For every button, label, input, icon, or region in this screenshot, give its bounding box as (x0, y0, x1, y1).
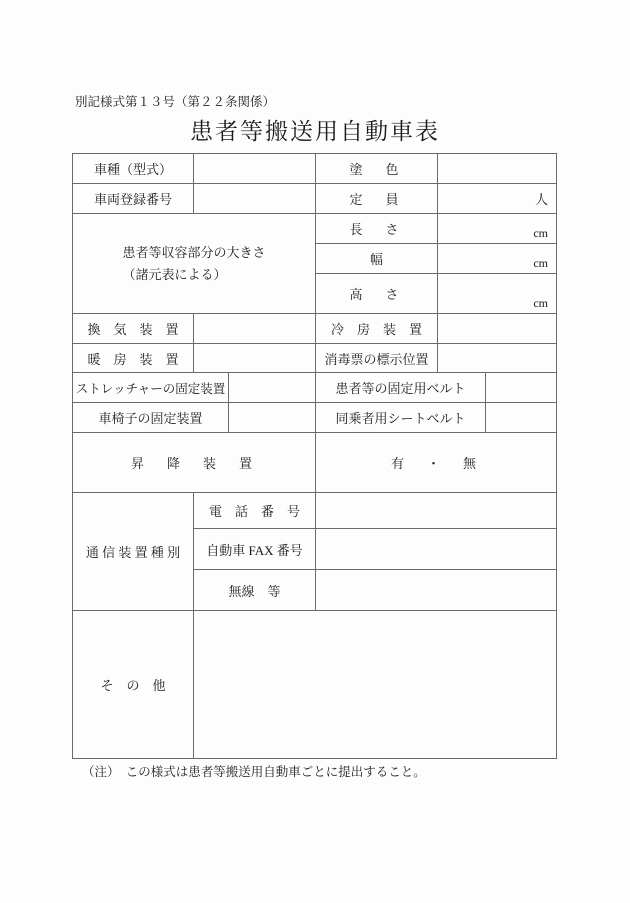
row-heating (73, 344, 556, 373)
registration-label: 車両登録番号 (73, 184, 194, 213)
stretcher-fix-value-cell (229, 373, 316, 402)
row-length (316, 214, 556, 244)
disinfection-sign-label: 消毒票の標示位置 (316, 344, 438, 372)
other-value-cell (194, 611, 556, 758)
height-label: 高 さ (316, 274, 438, 313)
communication-rows (194, 493, 556, 610)
passenger-seatbelt-value-cell (486, 403, 556, 432)
other-label: そ の 他 (73, 611, 194, 758)
cooling-value-cell (438, 314, 556, 343)
ventilation-value-cell (194, 314, 316, 343)
row-phone (194, 493, 556, 529)
vehicle-form-table (72, 153, 557, 759)
paint-color-label: 塗 色 (316, 154, 438, 183)
footer-note: （注） この様式は患者等搬送用自動車ごとに提出すること。 (82, 765, 426, 779)
row-height (316, 274, 556, 313)
length-value-cell (438, 214, 556, 243)
lift-options: 有 ・ 無 (390, 456, 481, 471)
row-vehicle-type (73, 154, 556, 184)
radio-label: 無線 等 (194, 570, 316, 610)
row-lift (73, 433, 556, 493)
row-width (316, 244, 556, 274)
cooling-label: 冷 房 装 置 (316, 314, 438, 343)
row-patient-area (73, 214, 556, 314)
capacity-unit: 人 (534, 192, 548, 207)
vehicle-type-label: 車種（型式） (73, 154, 194, 183)
wheelchair-fix-value-cell (229, 403, 316, 432)
height-unit: cm (533, 296, 548, 310)
row-car-fax (194, 529, 556, 570)
disinfection-sign-value-cell (438, 344, 556, 372)
width-value-cell (438, 244, 556, 273)
wheelchair-fix-label: 車椅子の固定装置 (73, 403, 229, 432)
row-ventilation (73, 314, 556, 344)
row-wheelchair (73, 403, 556, 433)
patient-belt-label: 患者等の固定用ベルト (316, 373, 486, 402)
patient-area-label (73, 214, 316, 313)
row-communication (73, 493, 556, 611)
passenger-seatbelt-label: 同乗者用シートベルト (316, 403, 486, 432)
width-unit: cm (533, 256, 548, 270)
phone-label: 電 話 番 号 (194, 493, 316, 528)
phone-value-cell (316, 493, 556, 528)
patient-area-label-line1: 患者等収容部分の大きさ (122, 244, 266, 260)
patient-area-size-rows (316, 214, 556, 313)
lift-label: 昇 降 装 置 (73, 433, 316, 492)
form-number: 別記様式第１３号（第２２条関係） (75, 95, 276, 109)
capacity-value-cell (438, 184, 556, 213)
heating-value-cell (194, 344, 316, 372)
length-label: 長 さ (316, 214, 438, 243)
height-value-cell (438, 274, 556, 313)
radio-value-cell (316, 570, 556, 610)
row-other (73, 611, 556, 758)
patient-area-label-line2: （諸元表による） (122, 266, 227, 282)
row-registration (73, 184, 556, 214)
patient-area-label-text (122, 242, 265, 286)
length-unit: cm (533, 226, 548, 240)
heating-label: 暖 房 装 置 (73, 344, 194, 372)
communication-label: 通 信 装 置 種 別 (73, 493, 194, 610)
registration-value-cell (194, 184, 316, 213)
capacity-label: 定 員 (316, 184, 438, 213)
vehicle-type-value-cell (194, 154, 316, 183)
row-stretcher (73, 373, 556, 403)
page-title: 患者等搬送用自動車表 (190, 119, 440, 144)
row-radio (194, 570, 556, 610)
stretcher-fix-label: ストレッチャーの固定装置 (73, 373, 229, 402)
patient-belt-value-cell (486, 373, 556, 402)
ventilation-label: 換 気 装 置 (73, 314, 194, 343)
paint-color-value-cell (438, 154, 556, 183)
car-fax-value-cell (316, 529, 556, 569)
car-fax-label: 自動車 FAX 番号 (194, 529, 316, 569)
width-label: 幅 (316, 244, 438, 273)
